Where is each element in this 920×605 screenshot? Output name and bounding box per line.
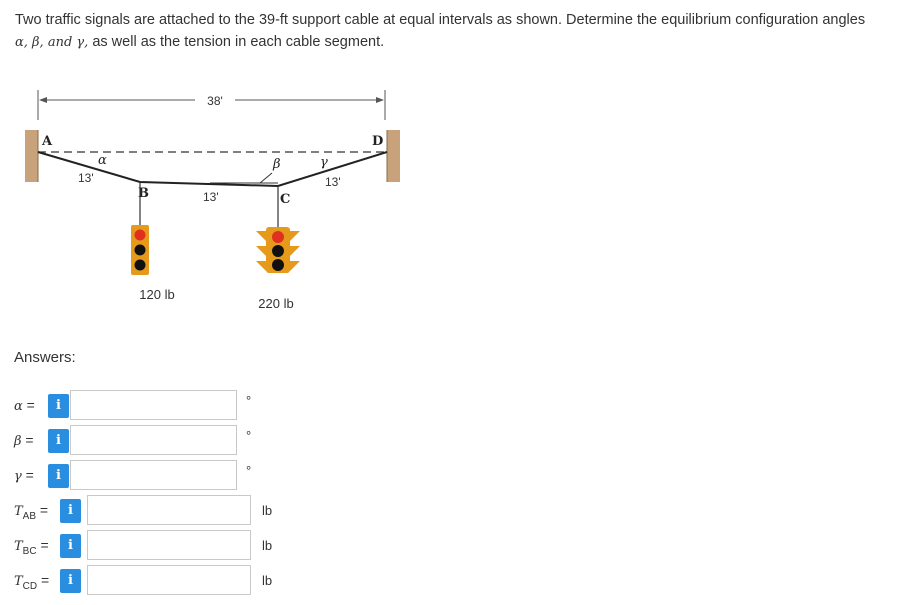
weight-b-label: 120 lb	[139, 287, 175, 302]
point-b-label: B	[138, 186, 149, 201]
point-c-label: C	[280, 192, 291, 207]
answer-row-beta	[0, 425, 320, 457]
alpha-input[interactable]	[70, 390, 237, 420]
point-d-label: D	[372, 134, 384, 149]
beta-label: β	[273, 157, 281, 172]
tab-answer-label: $T_{AB}$ =	[14, 502, 49, 522]
gamma-unit: °	[246, 463, 252, 478]
gamma-input[interactable]	[70, 460, 237, 490]
info-icon[interactable]: i	[48, 394, 69, 418]
traffic-signal-c-icon	[256, 227, 300, 273]
info-icon[interactable]: i	[60, 534, 81, 558]
segment-cd-label: 13'	[325, 175, 341, 189]
weight-c-label: 220 lb	[258, 296, 294, 311]
tbc-unit: lb	[262, 538, 273, 553]
alpha-label: α	[98, 153, 107, 168]
alpha-answer-label: α =	[14, 397, 35, 414]
answer-row-tcd	[0, 565, 320, 597]
wall-left	[25, 130, 38, 182]
tcd-unit: lb	[262, 573, 273, 588]
answer-row-tbc	[0, 530, 320, 562]
question-angle-vars: α, β, and γ,	[15, 35, 89, 50]
tab-input[interactable]	[87, 495, 251, 525]
tbc-answer-label: $T_{BC}$ =	[14, 537, 49, 557]
point-a-label: A	[42, 134, 53, 149]
span-label: 38'	[207, 94, 223, 108]
wall-right	[387, 130, 400, 182]
info-icon[interactable]: i	[48, 464, 69, 488]
gamma-label: γ	[320, 155, 328, 170]
question-text	[15, 9, 905, 54]
beta-unit: °	[246, 428, 252, 443]
segment-ab-label: 13'	[78, 171, 94, 185]
answers-heading: Answers:	[14, 349, 76, 366]
tcd-answer-label: $T_{CD}$ =	[14, 572, 50, 592]
answer-row-gamma	[0, 460, 320, 492]
gamma-answer-label: γ =	[14, 467, 34, 484]
beta-answer-label: β =	[14, 432, 34, 449]
question-line-1: Two traffic signals are attached to the 39-ft support cable at equal intervals as shown. Determine the equilibrium configuration angles	[15, 12, 866, 28]
beta-arc	[260, 173, 272, 183]
info-icon[interactable]: i	[48, 429, 69, 453]
answer-row-tab	[0, 495, 320, 527]
tab-unit: lb	[262, 503, 273, 518]
alpha-unit: °	[246, 393, 252, 408]
beta-input[interactable]	[70, 425, 237, 455]
info-icon[interactable]: i	[60, 569, 81, 593]
span-arrow-right	[376, 97, 384, 103]
cable-figure	[20, 85, 420, 330]
segment-bc-label: 13'	[203, 190, 219, 204]
answer-row-alpha	[0, 390, 320, 422]
question-line-2: as well as the tension in each cable segment.	[88, 34, 385, 50]
span-arrow-left	[39, 97, 47, 103]
tbc-input[interactable]	[87, 530, 251, 560]
tcd-input[interactable]	[87, 565, 251, 595]
traffic-signal-b-icon	[131, 225, 149, 275]
info-icon[interactable]: i	[60, 499, 81, 523]
